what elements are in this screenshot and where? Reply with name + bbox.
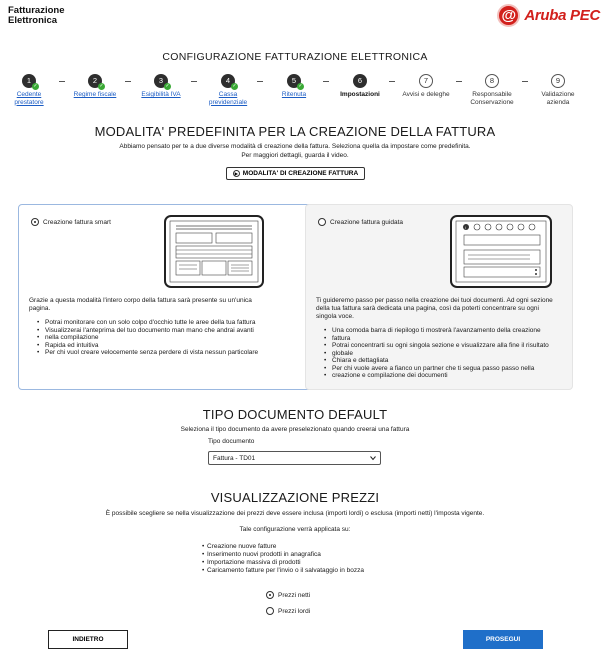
check-icon: ✓ — [165, 83, 170, 89]
step-label: Validazione azienda — [541, 91, 575, 106]
step-number: 1 ✓ — [22, 74, 36, 88]
step-label: Impostazioni — [340, 91, 380, 98]
list-item: • Chiara e dettagliata — [324, 357, 549, 365]
creation-mode-title: MODALITA' PREDEFINITA PER LA CREAZIONE DELLA FATTURA — [94, 124, 496, 139]
radio-unchecked-icon[interactable] — [318, 218, 326, 226]
step-label[interactable]: Esigibilità IVA — [141, 91, 181, 98]
list-item: • creazione e compilazione dei documenti — [324, 372, 549, 380]
list-item: • fattura — [324, 335, 549, 343]
list-item: • Caricamento fatture per l'invio o il salvataggio in bozza — [202, 567, 364, 575]
step-label: Avvisi e deleghe — [402, 91, 450, 98]
wizard-stepper — [0, 74, 610, 114]
list-item: • Importazione massiva di prodotti — [202, 559, 364, 567]
step-ritenuta[interactable] — [259, 74, 329, 99]
back-button[interactable]: INDIETRO — [48, 630, 128, 649]
guided-mode-card[interactable] — [305, 204, 573, 390]
step-number: 6 — [353, 74, 367, 88]
smart-mode-card[interactable] — [18, 204, 313, 390]
radio-checked-icon[interactable] — [31, 218, 39, 226]
doc-type-intro: Seleziona il tipo documento da avere preselezionato quando creerai una fattura — [180, 426, 410, 433]
step-number: 9 — [551, 74, 565, 88]
list-item: • Visualizzerai l'anteprima del tuo documento man mano che andrai avanti — [37, 327, 258, 335]
step-number: 2 ✓ — [88, 74, 102, 88]
play-icon: ▶ — [234, 171, 238, 176]
smart-mode-radio[interactable] — [31, 218, 111, 226]
smart-mode-description: Grazie a questa modalità l'intero corpo della fattura sarà presente su un'unica pagina. — [29, 297, 252, 312]
check-icon: ✓ — [232, 83, 237, 89]
step-number: 4 ✓ — [221, 74, 235, 88]
step-label[interactable]: Ritenuta — [281, 91, 307, 98]
prices-gross-option[interactable] — [266, 607, 310, 615]
app-title-line1: Fatturazione — [8, 5, 65, 16]
check-icon: ✓ — [298, 83, 303, 89]
video-button-label: MODALITA' DI CREAZIONE FATTURA — [242, 170, 359, 177]
smart-mode-features — [37, 319, 258, 357]
step-number: 5 ✓ — [287, 74, 301, 88]
step-label[interactable]: Cedente prestatore — [14, 91, 44, 106]
doc-type-field-label: Tipo documento — [208, 438, 255, 445]
step-impostazioni[interactable] — [325, 74, 395, 99]
list-item: • Potrai concentrarti su ogni singola sezione e visualizzare alla fine il risultato — [324, 342, 549, 350]
step-cedente-prestatore[interactable] — [0, 74, 64, 106]
list-item: • Rapida ed intuitiva — [37, 342, 258, 350]
creation-mode-video-button[interactable] — [226, 167, 365, 180]
page-title: CONFIGURAZIONE FATTURAZIONE ELETTRONICA — [162, 51, 428, 63]
list-item: • Per chi vuol creare velocemente senza perdere di vista nessun particolare — [37, 349, 258, 357]
radio-unchecked-icon[interactable] — [266, 607, 274, 615]
prices-net-option[interactable] — [266, 591, 310, 599]
prices-intro: È possibile scegliere se nella visualizzazione dei prezzi deve essere inclusa (importi lordi) o esclusa (importi netti) l'imposta vigente. — [105, 510, 485, 517]
step-number: 3 ✓ — [154, 74, 168, 88]
guided-invoice-illustration-icon — [450, 215, 552, 288]
step-responsabile-conservazione — [457, 74, 527, 106]
doc-type-selected-value: Fattura - TD01 — [213, 454, 256, 462]
list-item: • Una comoda barra di riepilogo ti mostrerà l'avanzamento della creazione — [324, 327, 549, 335]
list-item: • Inserimento nuovi prodotti in anagrafica — [202, 551, 364, 559]
creation-mode-intro: Abbiamo pensato per te a due diverse modalità di creazione della fattura. Seleziona quella da impostare come predefinita. Per maggiori dettagli, guarda il video. — [119, 143, 471, 159]
doc-type-title: TIPO DOCUMENTO DEFAULT — [202, 407, 388, 422]
prices-gross-label: Prezzi lordi — [278, 607, 311, 615]
step-regime-fiscale[interactable] — [60, 74, 130, 99]
step-number: 8 — [485, 74, 499, 88]
check-icon: ✓ — [33, 83, 38, 89]
app-title — [8, 6, 64, 26]
step-avvisi-deleghe — [391, 74, 461, 99]
guided-mode-description: Ti guideremo passo per passo nella creazione dei tuoi documenti. Ad ogni sezione della tua fattura sarà dedicata una pagina, così da poterti concentrare su ogni singola voce. — [316, 297, 553, 320]
list-item: • Potrai monitorare con un solo colpo d'occhio tutte le aree della tua fattura — [37, 319, 258, 327]
list-item: • nella compilazione — [37, 334, 258, 342]
smart-invoice-illustration-icon — [164, 215, 264, 288]
prices-applies-list — [202, 543, 364, 575]
aruba-seal-icon: @ — [497, 4, 520, 27]
svg-text:i: i — [464, 225, 466, 230]
step-label: Responsabile Conservazione — [470, 91, 514, 106]
prices-title: VISUALIZZAZIONE PREZZI — [210, 490, 380, 505]
check-icon: ✓ — [99, 83, 104, 89]
guided-mode-features — [324, 327, 549, 380]
list-item: • globale — [324, 350, 549, 358]
guided-mode-radio[interactable] — [318, 218, 403, 226]
radio-checked-icon[interactable] — [266, 591, 274, 599]
aruba-pec-logo[interactable] — [497, 2, 600, 28]
step-validazione-azienda — [523, 74, 593, 106]
prices-applies-to: Tale configurazione verrà applicata su: — [239, 526, 351, 533]
step-label[interactable]: Regime fiscale — [73, 91, 117, 98]
list-item: • Creazione nuove fatture — [202, 543, 364, 551]
step-esigibilita-iva[interactable] — [126, 74, 196, 99]
step-cassa-previdenziale[interactable] — [193, 74, 263, 106]
step-label[interactable]: Cassa previdenziale — [208, 91, 248, 106]
list-item: • Per chi vuole avere a fianco un partner che ti segua passo passo nella — [324, 365, 549, 373]
logo-text: Aruba PEC — [524, 6, 600, 24]
prices-net-label: Prezzi netti — [278, 591, 311, 599]
app-title-line2: Elettronica — [8, 15, 58, 26]
chevron-down-icon — [370, 455, 376, 461]
step-number: 7 — [419, 74, 433, 88]
doc-type-select[interactable] — [208, 451, 381, 465]
guided-mode-label: Creazione fattura guidata — [330, 218, 403, 226]
smart-mode-label: Creazione fattura smart — [43, 218, 111, 226]
next-button[interactable]: PROSEGUI — [463, 630, 543, 649]
